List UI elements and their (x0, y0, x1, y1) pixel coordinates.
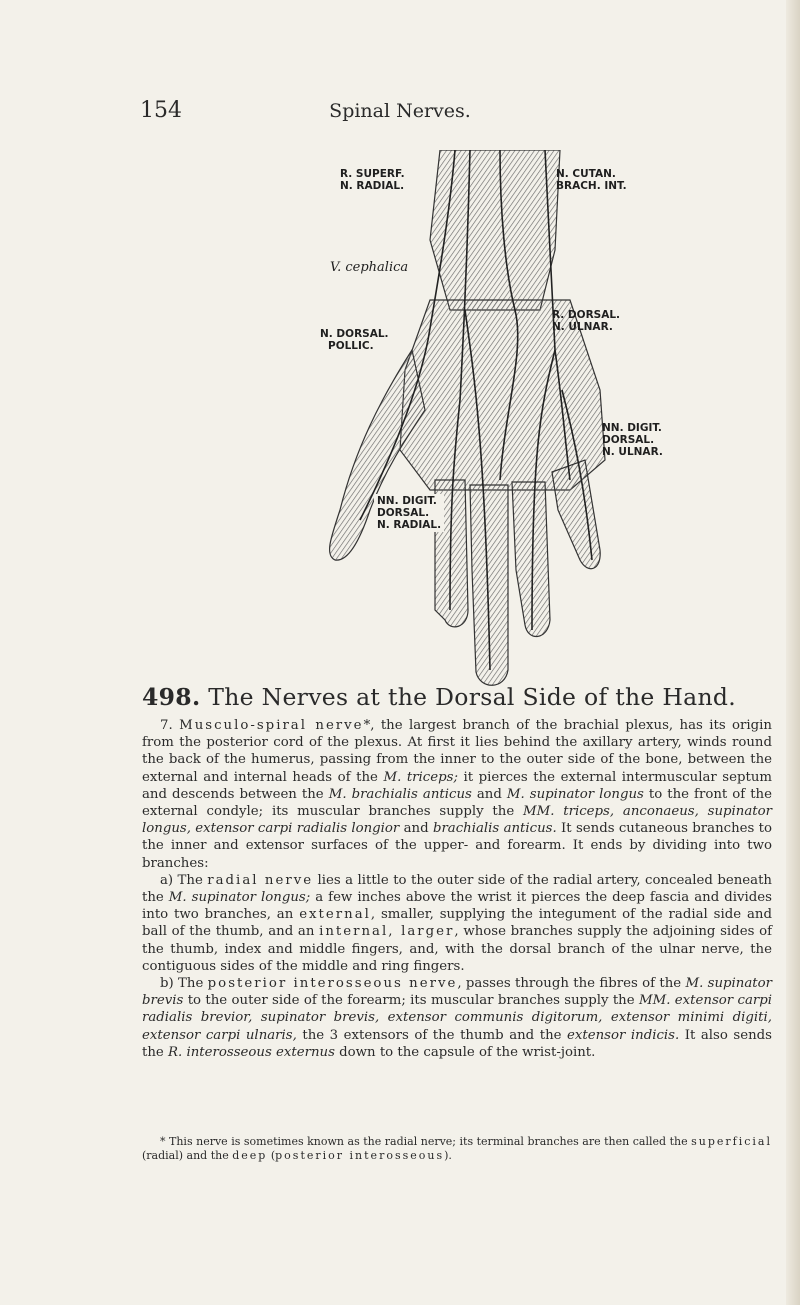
ring-finger-shape (512, 482, 550, 636)
running-head: Spinal Nerves. (329, 100, 471, 122)
label-n-cutan: N. CUTAN. BRACH. INT. (556, 168, 627, 192)
paragraph-musculo-spiral: 7. Musculo-spiral nerve*, the largest branch of the brachial plexus, has its origin from the posterior cord of the plexus. At first it lies behind the axillary artery, winds round the back of the humerus, passing from the inner to the outer side of the bone, between the external and internal heads of the M. triceps; it pierces the external intermuscular septum and descends between the M. brachialis anticus and M. supinator longus to the front of the external condyle; its muscular branches supply the MM. triceps, anconaeus, supinator longus, extensor carpi radialis longior and brachialis anticus. It sends cutaneous branches to the inner and extensor surfaces of the upper- and forearm. It ends by dividing into two branches: (142, 718, 772, 871)
page-edge (786, 0, 800, 1305)
page-header (0, 98, 800, 138)
label-r-superf: R. SUPERF. N. RADIAL. (340, 168, 405, 192)
label-nn-digit-radial: NN. DIGIT. DORSAL. N. RADIAL. (374, 494, 444, 532)
hand-nerve-illustration (300, 150, 680, 695)
figure-title: The Nerves at the Dorsal Side of the Hand. (208, 683, 737, 711)
wrist-shape (430, 150, 560, 310)
footnote: * This nerve is sometimes known as the radial nerve; its terminal branches are then called the superficial (radial) and the deep (posterior interosseous). (142, 1135, 772, 1162)
label-r-dorsal-ulnar: R. DORSAL. N. ULNAR. (552, 309, 621, 333)
paragraph-posterior-interosseous: b) The posterior interosseous nerve, passes through the fibres of the M. supinator brevis to the outer side of the forearm; its muscular branches supply the MM. extensor carpi radialis brevior, supinator brevis, extensor communis digitorum, extensor minimi digiti, extensor carpi ulnaris, the 3 extensors of the thumb and the extensor indicis. It also sends the R. interosseous externus down to the capsule of the wrist-joint. (142, 976, 772, 1060)
label-n-dorsal-pollic: N. DORSAL. POLLIC. (320, 328, 389, 352)
little-finger-shape (552, 460, 600, 569)
paragraph-radial-nerve: a) The radial nerve lies a little to the outer side of the radial artery, concealed beneath the M. supinator longus; a few inches above the wrist it pierces the deep fascia and divides into two branches, an external, smaller, supplying the integument of the radial side and ball of the thumb, and an internal, larger, whose branches supply the adjoining sides of the thumb, index and middle fingers, and, with the dorsal branch of the ulnar nerve, the contiguous sides of the middle and ring fingers. (142, 872, 773, 974)
figure-caption (142, 683, 782, 711)
figure-number: 498. (142, 683, 201, 711)
label-nn-digit-ulnar: NN. DIGIT. DORSAL. N. ULNAR. (602, 422, 663, 458)
body-text (142, 717, 772, 1061)
label-v-cephalica: V. cephalica (330, 260, 409, 275)
page-number: 154 (140, 98, 182, 123)
